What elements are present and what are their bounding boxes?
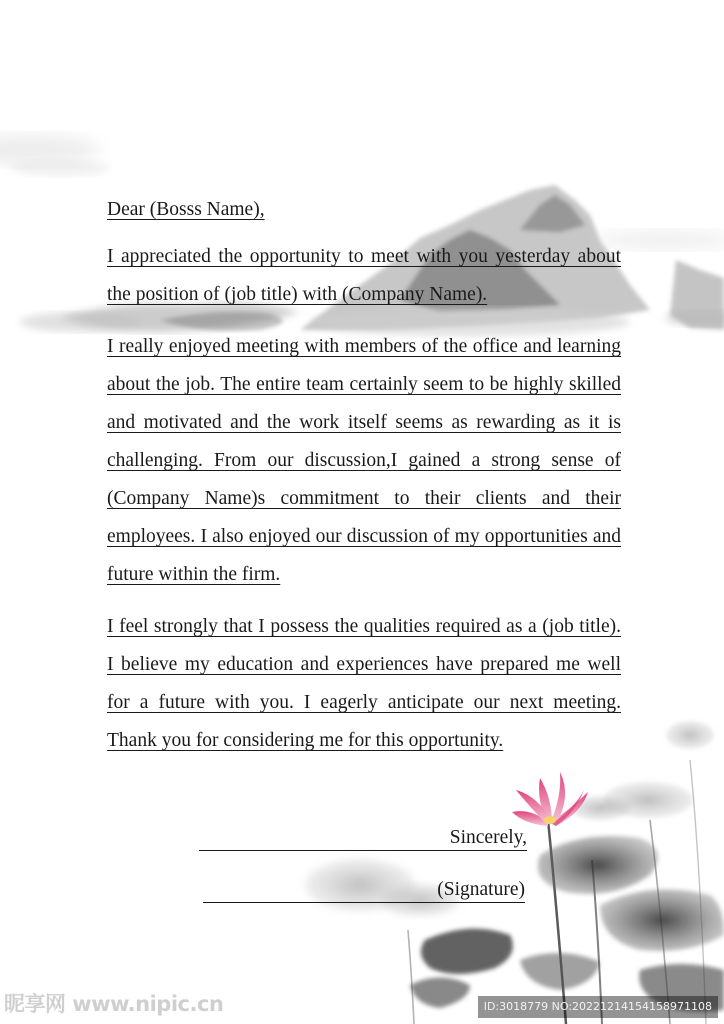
mist-top-left: [0, 134, 110, 176]
lotus-flower: [512, 772, 588, 826]
site-watermark: 昵享网 www.nipic.cn: [4, 992, 224, 1016]
letter-paragraph-2: I really enjoyed meeting with members of the office and learning about the job. The entire team certainly seem to be highly skilled and motivated and the work itself seems as rewarding as it is challenging. From our discussion,I gained a strong sense of (Company Name)s commitment to their clients and their employees. I also enjoyed our discussion of my opportunities and future within the firm.: [107, 336, 621, 585]
letter-paragraph-3: I feel strongly that I possess the qualities required as a (job title). I believe my education and experiences have prepared me well for a future with you. I eagerly anticipate our next meeting. Thank you for considering me for this opportunity.: [107, 616, 621, 751]
letter-greeting: Dear (Bosss Name),: [107, 199, 265, 220]
letter-paragraph-1: I appreciated the opportunity to meet with you yesterday about the position of (job title) with (Company Name).: [107, 246, 621, 305]
signature-text: (Signature): [437, 879, 525, 900]
signature-line: [203, 874, 525, 903]
closing-line: [199, 822, 527, 851]
letter-body: [107, 196, 621, 774]
closing-text: Sincerely,: [449, 827, 527, 848]
image-id-watermark: ID:3018779 NO:20221214154158971108: [478, 996, 718, 1018]
